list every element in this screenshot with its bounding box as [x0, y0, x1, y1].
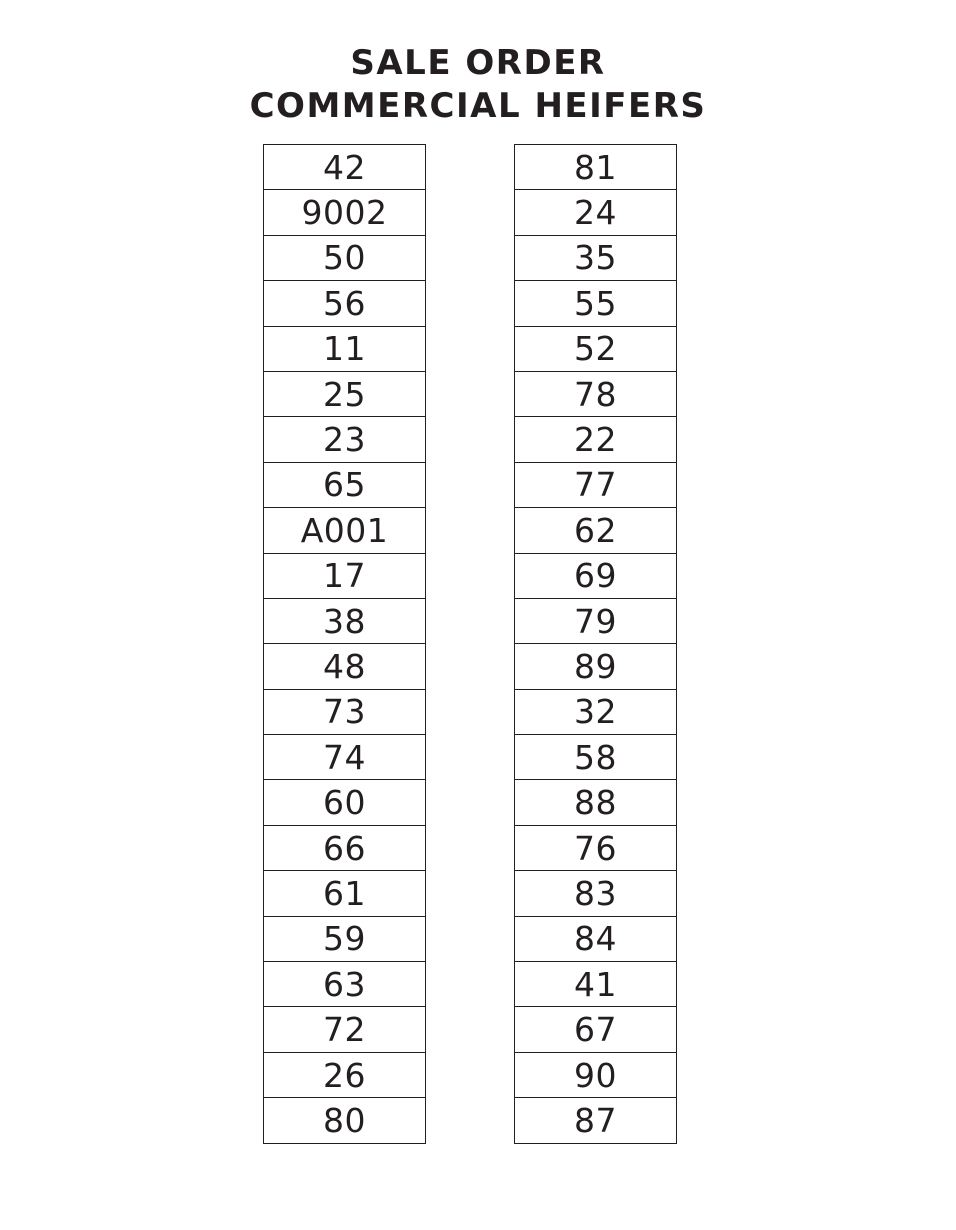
lot-cell: 80	[264, 1098, 425, 1143]
lot-cell: 62	[515, 508, 676, 553]
lot-cell: 25	[264, 372, 425, 417]
lot-cell: 77	[515, 463, 676, 508]
lot-cell: 24	[515, 190, 676, 235]
lot-cell: 72	[264, 1007, 425, 1052]
lot-cell: 32	[515, 690, 676, 735]
lot-cell: 89	[515, 644, 676, 689]
sale-order-column-right	[514, 144, 677, 1144]
lot-cell: 56	[264, 281, 425, 326]
lot-cell: 17	[264, 554, 425, 599]
sale-order-column-left	[263, 144, 426, 1144]
lot-cell: 11	[264, 327, 425, 372]
lot-cell: 76	[515, 826, 676, 871]
lot-cell: 9002	[264, 190, 425, 235]
lot-cell: 90	[515, 1053, 676, 1098]
lot-cell: 55	[515, 281, 676, 326]
lot-cell: 88	[515, 780, 676, 825]
lot-cell: 87	[515, 1098, 676, 1143]
lot-cell: 65	[264, 463, 425, 508]
lot-cell: 38	[264, 599, 425, 644]
lot-cell: 58	[515, 735, 676, 780]
page-subtitle: COMMERCIAL HEIFERS	[249, 86, 707, 126]
lot-cell: 67	[515, 1007, 676, 1052]
lot-cell: 50	[264, 236, 425, 281]
lot-cell: 60	[264, 780, 425, 825]
lot-cell: 66	[264, 826, 425, 871]
lot-cell: 73	[264, 690, 425, 735]
lot-cell: 79	[515, 599, 676, 644]
lot-cell: 59	[264, 917, 425, 962]
lot-cell: 83	[515, 871, 676, 916]
lot-cell: 23	[264, 417, 425, 462]
lot-cell: 81	[515, 145, 676, 190]
lot-cell: 78	[515, 372, 676, 417]
lot-cell: 48	[264, 644, 425, 689]
lot-cell: 22	[515, 417, 676, 462]
lot-cell: 84	[515, 917, 676, 962]
lot-cell: A001	[264, 508, 425, 553]
lot-cell: 26	[264, 1053, 425, 1098]
lot-cell: 63	[264, 962, 425, 1007]
lot-cell: 42	[264, 145, 425, 190]
lot-cell: 61	[264, 871, 425, 916]
lot-cell: 69	[515, 554, 676, 599]
page-title: SALE ORDER	[350, 43, 606, 83]
lot-cell: 41	[515, 962, 676, 1007]
lot-cell: 52	[515, 327, 676, 372]
lot-cell: 74	[264, 735, 425, 780]
lot-cell: 35	[515, 236, 676, 281]
